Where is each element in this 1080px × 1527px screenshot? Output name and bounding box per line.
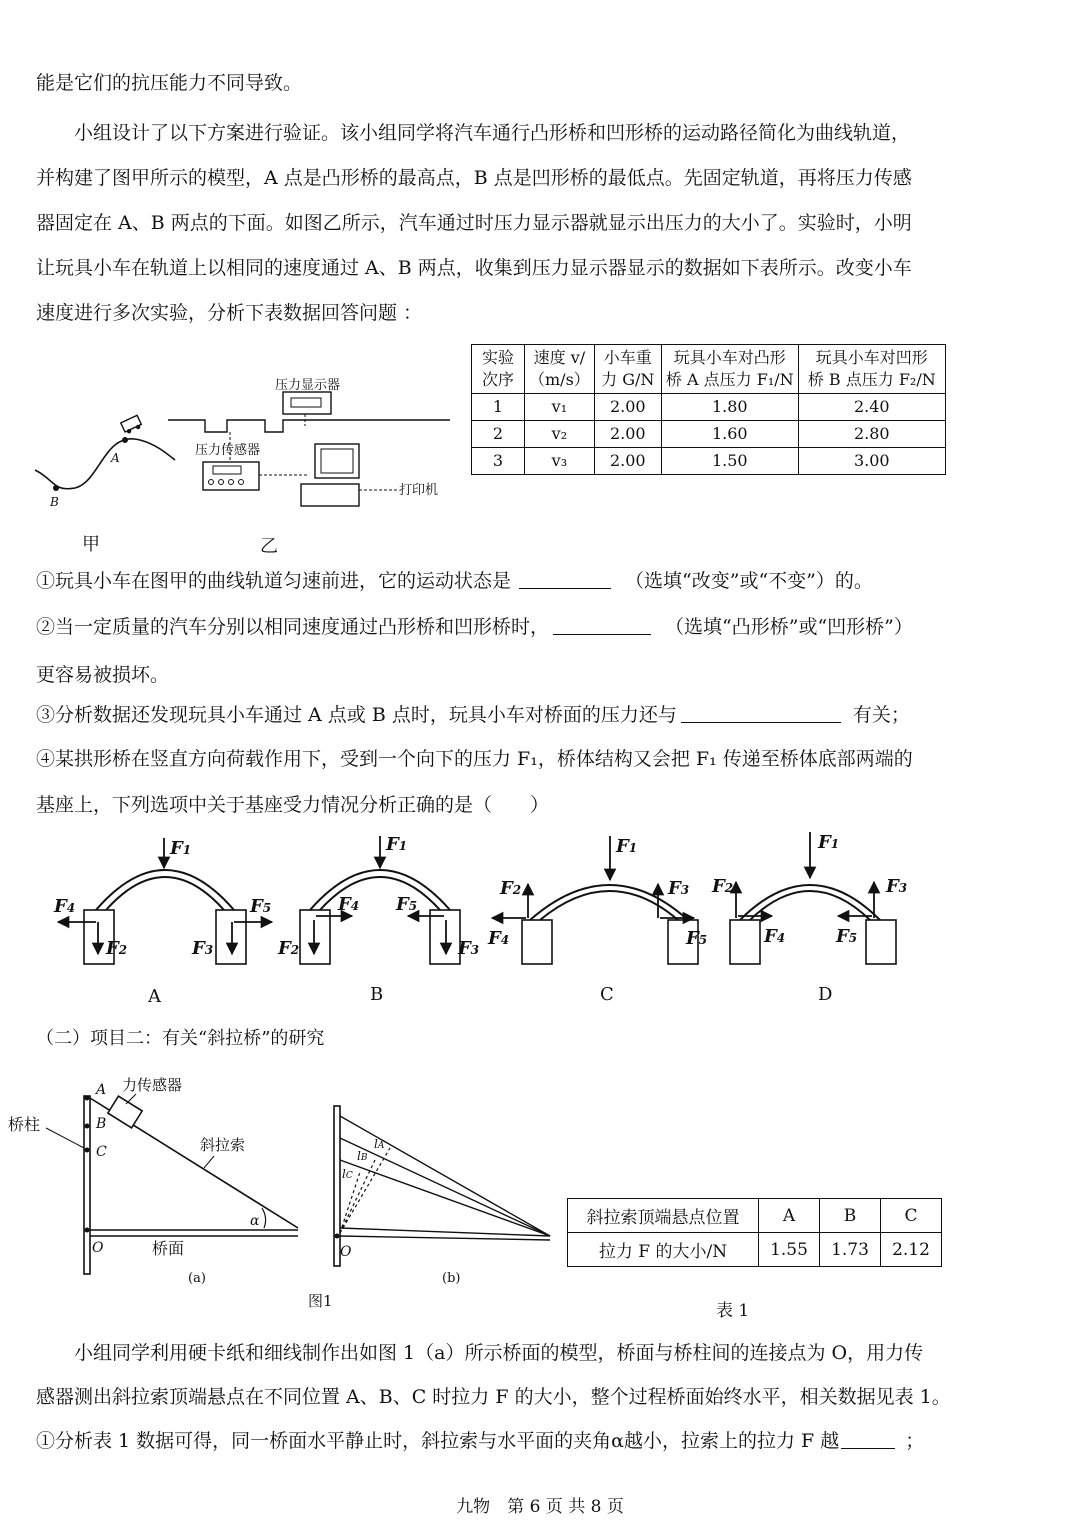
table-cell: 斜拉索顶端悬点位置 bbox=[568, 1199, 759, 1233]
page-footer: 九物 第 6 页 共 8 页 bbox=[456, 1497, 624, 1517]
answer-blank[interactable] bbox=[519, 588, 611, 589]
table-header-cell: 玩具小车对凸形 桥 A 点压力 F₁/N bbox=[661, 345, 798, 394]
svg-text:(a): (a) bbox=[188, 1271, 206, 1286]
table-1 bbox=[567, 1198, 942, 1267]
table-cell: A bbox=[759, 1199, 820, 1233]
caption-jia: 甲 bbox=[82, 534, 100, 555]
question-2: ②当一定质量的汽车分别以相同速度通过凸形桥和凹形桥时， （选填“凸形桥”或“凹形桥”） bbox=[36, 616, 913, 638]
table-cell: 2.12 bbox=[881, 1233, 942, 1267]
table-cell: 3.00 bbox=[798, 448, 945, 475]
svg-text:O: O bbox=[340, 1244, 352, 1260]
option-label-b: B bbox=[370, 984, 384, 1005]
table-cell: 1.73 bbox=[820, 1233, 881, 1267]
option-c-diagram bbox=[487, 836, 707, 964]
display-label: 压力显示器 bbox=[275, 378, 341, 393]
svg-text:F3: F3 bbox=[668, 878, 690, 899]
svg-text:F4: F4 bbox=[54, 896, 76, 917]
answer-blank[interactable] bbox=[553, 634, 651, 635]
paragraph-line: 能是它们的抗压能力不同导致。 bbox=[36, 72, 303, 94]
data-table bbox=[471, 344, 946, 475]
question-3: ③分析数据还发现玩具小车通过 A 点或 B 点时，玩具小车对桥面的压力还与 有关； bbox=[36, 704, 910, 726]
table-1-caption: 表 1 bbox=[716, 1301, 750, 1321]
svg-text:F5: F5 bbox=[836, 926, 858, 947]
svg-text:lB: lB bbox=[357, 1149, 368, 1163]
svg-text:F2: F2 bbox=[278, 938, 300, 959]
table-cell: 2.00 bbox=[594, 394, 661, 421]
table-header-cell: 玩具小车对凹形 桥 B 点压力 F₂/N bbox=[798, 345, 945, 394]
table-row bbox=[472, 421, 946, 448]
svg-text:F5: F5 bbox=[250, 896, 272, 917]
table-cell: 1.60 bbox=[661, 421, 798, 448]
svg-text:F4: F4 bbox=[338, 894, 360, 915]
caption-yi: 乙 bbox=[260, 536, 278, 557]
printer-label: 打印机 bbox=[399, 483, 439, 498]
svg-text:O: O bbox=[92, 1240, 104, 1256]
table-row bbox=[568, 1233, 942, 1267]
table-cell: 3 bbox=[472, 448, 525, 475]
table-cell: 2.80 bbox=[798, 421, 945, 448]
option-d-diagram bbox=[711, 832, 907, 964]
paragraph-line: 感器测出斜拉索顶端悬点在不同位置 A、B、C 时拉力 F 的大小，整个过程桥面始终水平，相关数据见表 1。 bbox=[36, 1386, 951, 1408]
table-cell: 2.40 bbox=[798, 394, 945, 421]
cable-bridge-figure bbox=[0, 1068, 560, 1318]
table-cell: 1.50 bbox=[661, 448, 798, 475]
question-4: ④某拱形桥在竖直方向荷载作用下，受到一个向下的压力 F₁，桥体结构又会把 F₁ 传递至桥体底部两端的 bbox=[36, 748, 913, 770]
paragraph-line: 并构建了图甲所示的模型，A 点是凸形桥的最高点，B 点是凹形桥的最低点。先固定轨道，再将压力传感 bbox=[36, 167, 912, 189]
table-cell: 拉力 F 的大小/N bbox=[568, 1233, 759, 1267]
pillar-label: 桥柱 bbox=[8, 1115, 41, 1134]
table-cell: 2 bbox=[472, 421, 525, 448]
svg-text:F1: F1 bbox=[818, 832, 840, 853]
sensor-label: 压力传感器 bbox=[195, 443, 261, 458]
paragraph-line: 小组同学利用硬卡纸和细线制作出如图 1（a）所示桥面的模型，桥面与桥柱间的连接点为 O，用力传 bbox=[74, 1342, 924, 1364]
cable-label: 斜拉索 bbox=[200, 1136, 246, 1154]
option-b-diagram bbox=[277, 834, 479, 964]
table-header-row bbox=[472, 345, 946, 394]
svg-text:F2: F2 bbox=[500, 878, 522, 899]
question-5: ①分析表 1 数据可得，同一桥面水平静止时，斜拉索与水平面的夹角α越小，拉索上的拉力 F 越 ； bbox=[36, 1430, 925, 1452]
svg-text:F4: F4 bbox=[488, 928, 510, 949]
point-A-label: A bbox=[111, 451, 120, 465]
svg-text:F3: F3 bbox=[192, 938, 214, 959]
section-title: （二）项目二：有关“斜拉桥”的研究 bbox=[36, 1028, 325, 1049]
option-a-diagram bbox=[53, 838, 272, 964]
table-header-cell: 小车重 力 G/N bbox=[594, 345, 661, 394]
paragraph-line: 让玩具小车在轨道上以相同的速度通过 A、B 两点，收集到压力显示器显示的数据如下表所示。改变小车 bbox=[36, 257, 912, 279]
table-cell: 2.00 bbox=[594, 448, 661, 475]
svg-text:F3: F3 bbox=[886, 876, 908, 897]
svg-text:B: B bbox=[96, 1116, 107, 1132]
table-header-cell: 实验 次序 bbox=[472, 345, 525, 394]
table-row bbox=[472, 394, 946, 421]
svg-text:F2: F2 bbox=[106, 938, 128, 959]
table-row bbox=[472, 448, 946, 475]
arch-options-figure bbox=[40, 830, 1040, 1010]
svg-text:F5: F5 bbox=[686, 928, 708, 949]
svg-text:F4: F4 bbox=[764, 926, 786, 947]
point-B-label: B bbox=[50, 495, 59, 509]
paragraph-line: 器固定在 A、B 两点的下面。如图乙所示，汽车通过时压力显示器就显示出压力的大小了。实验时，小明 bbox=[36, 212, 912, 234]
svg-text:F3: F3 bbox=[458, 938, 480, 959]
table-cell: B bbox=[820, 1199, 881, 1233]
table-cell: v₃ bbox=[525, 448, 595, 475]
paragraph-line: 速度进行多次实验，分析下表数据回答问题 ： bbox=[36, 302, 423, 324]
option-label-c: C bbox=[600, 984, 614, 1005]
force-sensor-label: 力传感器 bbox=[122, 1076, 183, 1094]
svg-text:C: C bbox=[96, 1144, 107, 1160]
svg-text:F1: F1 bbox=[386, 834, 408, 855]
option-label-a: A bbox=[148, 986, 161, 1007]
svg-text:lA: lA bbox=[374, 1137, 385, 1151]
table-header-cell: 速度 v/ （m/s） bbox=[525, 345, 595, 394]
table-cell: v₁ bbox=[525, 394, 595, 421]
question-4-continued: 基座上，下列选项中关于基座受力情况分析正确的是（ ） bbox=[36, 794, 550, 816]
answer-blank[interactable] bbox=[681, 722, 841, 723]
question-2-continued: 更容易被损坏。 bbox=[36, 664, 170, 686]
figure-1-caption: 图1 bbox=[308, 1292, 333, 1310]
table-cell: 1 bbox=[472, 394, 525, 421]
table-cell: 1.80 bbox=[661, 394, 798, 421]
table-cell: v₂ bbox=[525, 421, 595, 448]
svg-text:F1: F1 bbox=[616, 836, 638, 857]
svg-text:α: α bbox=[250, 1213, 260, 1229]
paragraph-line: 小组设计了以下方案进行验证。该小组同学将汽车通行凸形桥和凹形桥的运动路径简化为曲线轨道， bbox=[74, 122, 911, 144]
option-label-d: D bbox=[818, 984, 833, 1005]
question-1: ①玩具小车在图甲的曲线轨道匀速前进，它的运动状态是 （选填“改变”或“不变”）的。 bbox=[36, 570, 873, 592]
svg-text:A: A bbox=[96, 1082, 107, 1098]
svg-text:F1: F1 bbox=[170, 838, 192, 859]
deck-label: 桥面 bbox=[152, 1239, 185, 1258]
answer-blank[interactable] bbox=[841, 1448, 895, 1449]
table-cell: 1.55 bbox=[759, 1233, 820, 1267]
table-cell: 2.00 bbox=[594, 421, 661, 448]
svg-text:lC: lC bbox=[342, 1167, 353, 1181]
svg-text:F2: F2 bbox=[712, 876, 734, 897]
svg-text:(b): (b) bbox=[442, 1271, 461, 1286]
table-row bbox=[568, 1199, 942, 1233]
svg-text:F5: F5 bbox=[396, 894, 418, 915]
table-cell: C bbox=[881, 1199, 942, 1233]
